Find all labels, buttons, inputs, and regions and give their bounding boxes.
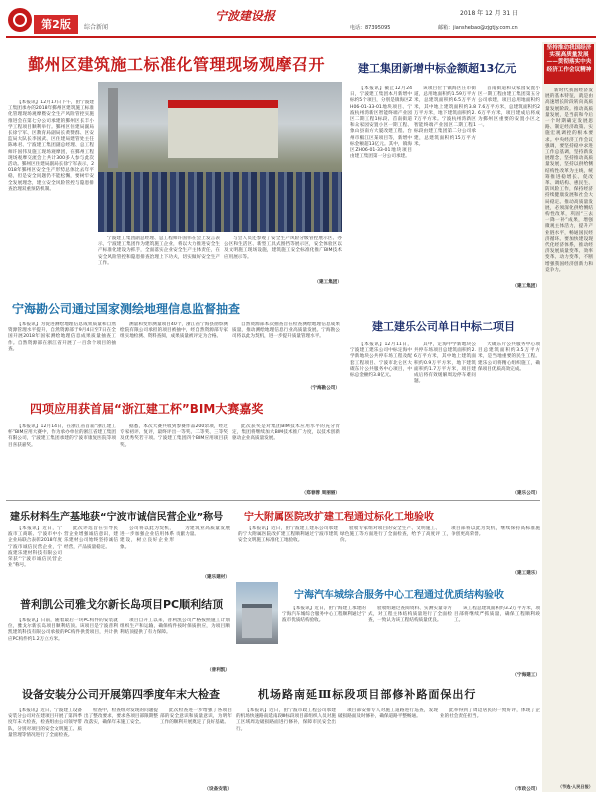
lead-body-col2: 宁波建工集团副总经理、总工程师许国伟在会上发言表示，宁波建工集团作为建筑施工企业，将以大力推进安全生产标准化建设为抓手，全面落实企业安全生产主体责任，在安全风险管控和隐患排查治理上下功夫，切实做好安全生产工作。 [98, 236, 220, 266]
equip-body-col1: 【本报讯】近日，宁波建工设备安装分公司对在建项目开展了第四季度年末大检查，检查组由公司领导带队，分别对项目的安全文明施工、质量管理等情况进行了全面检查。 [8, 708, 82, 738]
auto-byline: （宁海建工） [512, 673, 540, 678]
hospital-body-col2: 验收专家组对项目的安全生产、文明施工、绿色施工等方面进行了全面检查，给予了高度评价。 [340, 526, 440, 544]
geo-byline: （宁海勘公司） [307, 386, 340, 391]
geo-body-col3: 自然资源部本次抽查旨在检查测绘地理信息成果质量，推动测绘地理信息行业高质量发展。宁海勘公司将以此为契机，进一步提升质量管理水平。 [232, 322, 340, 340]
auto-body-col2: 验收组通过查阅资料、实测实量等方式，对工程主体结构质量进行了全面检查，一致认为该工程结构质量优良。 [368, 606, 452, 624]
airport-byline: （市政公司） [512, 787, 540, 792]
single-byline: （建乐公司） [512, 491, 540, 496]
tower-crane-shape [108, 88, 118, 168]
newspaper-logo-icon [8, 8, 32, 32]
equip-byline: （设备安装） [204, 787, 232, 792]
header-divider [6, 36, 596, 38]
material-headline: 建乐材料生产基地获“宁波市诚信民营企业”称号 [10, 512, 224, 523]
hospital-byline: （建工建乐） [512, 571, 540, 576]
email-address: 邮箱：jianshebao@zjgtjy.com.cn [438, 25, 518, 31]
ppp-byline: （普利凯） [207, 668, 230, 673]
lead-byline: （建工集团） [314, 280, 342, 285]
hospital-headline: 宁大附属医院改扩建工程通过标化工地验收 [244, 512, 434, 523]
sidebar-byline: （节选·人民日报） [557, 784, 593, 789]
auto-body-col1: 【本报讯】近日，由宁海建工承建的宁海汽车城综合服务中心工程顺利通过宁波市优质结构验收。 [282, 606, 366, 624]
single-body-col2: 其中，定海中学新地块公共停车场项目总建筑面积约2.6万平方米，其中地上建筑面积约0.9万平方米，地下建筑面积约1.7万平方米，项目建成后将有效缓解周边停车难问题。 [414, 342, 476, 385]
equip-headline: 设备安装分公司开展第四季度年末大检查 [22, 688, 220, 701]
bim-byline: （郑春蓉 周丽丽） [301, 491, 340, 496]
airport-body-col3: 此举得到了周边居民的一致好评，体现了企业的社会责任担当。 [440, 708, 540, 720]
geo-body-col1: 【本报讯】为促进测绘地理信息成果质量和自然资源管理水平提升，自然资源部于9月4日至7日在全国开展2018年国家测绘地理信息成果质量抽查工作。自然资源部在浙江省开展了一百余个项目的抽查。 [8, 322, 116, 352]
material-body-col1: 【本报讯】近日，宁波市工商联、宁波市中小企业局联合表彰2018年度宁波市诚信民营企业，宁波建乐建材科技有限公司荣获“宁波市诚信民营企业”称号。 [8, 526, 62, 569]
section-divider [6, 500, 540, 501]
ppp-body-col2: 项目自开工以来，普利凯公司严格按照施工计划组织生产和运输，确保构件按时保质供应，为项目顺利结顶提供了有力保障。 [120, 618, 230, 636]
sidebar-body: 新时代我国经济发展的基本特征，就是由高速增长阶段转向高质量发展阶段。推动高质量发展，是当前和今后一个时期确定发展思路、制定经济政策、实施宏观调控的根本要求。中央经济工作会议强调，要坚持稳中求进工作总基调，坚持新发展理念，坚持推动高质量发展，坚持以供给侧结构性改革为主线，统筹推进稳增长、促改革、调结构、惠民生、防风险工作，保持经济持续健康发展和社会大局稳定。推动高质量发展，必须深化供给侧结构性改革，巩固“三去一降一补”成果，增强微观主体活力，提升产业链水平，畅通国民经济循环。要加快建设现代化经济体系，推动经济发展质量变革、效率变革、动力变革，不断增强我国经济创新力和竞争力。 [545, 88, 593, 273]
bim-body-col1: 【本报讯】12月14日，在浙江省首届“浙江建工杯”BIM应用大赛中，作为承办单位的浙江省建工集团有限公司，宁波建工集团承建的宁波市康复医院等项目喜获嘉奖。 [8, 424, 116, 448]
ppp-body-col1: 【本报讯】日前，随着最后一块PC构件的安装就位，雅戈尔新长岛项目顺利结顶。该项目是宁波普利凯建筑科技有限公司承接的PC构件供货项目，共计供应PC构件约1.2万立方米。 [8, 618, 118, 642]
bim-headline: 四项应用获首届“浙江建工杯”BIM大赛嘉奖 [30, 402, 264, 416]
equip-body-col3: 此次检查进一步增强了各项目部的安全意识和质量意识，为明年工作的顺利开展奠定了良好基础。 [160, 708, 232, 726]
sidebar-headline: 坚持推动我国经济实现高质量发展——贯彻落实中央经济工作会议精神 [544, 44, 594, 84]
page-number-badge: 第2版 [34, 15, 78, 34]
auto-body-col3: 该工程总建筑面积约3.2万平方米，项目部将继续严抓质量，确保工程顺利竣工。 [454, 606, 540, 624]
auto-headline: 宁海汽车城综合服务中心工程通过优质结构验收 [294, 590, 504, 601]
hospital-body-col3: 项目部将以此为契机，继续保持高标准施工，争创更高荣誉。 [442, 526, 540, 538]
single-body-col1: 【本报讯】12月11日，宁波建工建乐公司中标定海中学新地块公共停车场工程及配套工程项目、宁波市北仑区大碶东片公共服务中心项目，中标总金额约3.8亿元。 [350, 342, 412, 379]
page-section-label: 综合新闻 [84, 24, 109, 31]
bim-body-col3: 此次获奖是对集团BIM技术应用水平的充分肯定，集团将继续加大BIM技术推广力度，以技术创新驱动企业高质量发展。 [232, 424, 340, 442]
tower-body-col3: 首南街道和众家园安置小区一期工程由建工集团第五分公司承建，项目总用地面积约7.6万平方米，总建筑面积约26万平方米，项目建成后将成为鄞州区重要的安置小区之一。 [478, 86, 540, 129]
material-body-col2: 此次评选旨在引导民营企业增强诚信意识，建乐建材公司始终坚持诚信经营，产品质量稳定。 [64, 526, 118, 550]
ppp-headline: 普利凯公司雅戈尔新长岛项目PC顺利结顶 [20, 598, 224, 611]
geo-body-col2: 测量和变形测量项目40个，浙江省宁海县勘察测绘院有限公司承担的项目被抽中，经自然资源部专家组实地检测、资料查阅，成果质量被评定为合格。 [120, 322, 228, 340]
equip-body-col2: 检查中，检查组对发现的问题提出了整改要求，要求各项目部限期整改落实，确保年末施工安全。 [84, 708, 158, 726]
airport-headline: 机场路南延Ⅲ标段项目部修补路面保出行 [258, 688, 477, 701]
tower-body-col1: 【本报讯】截止12月24日，宁波建工集团本月新增中标约5个项目，分别是镇海区ZH06-01-33-01地块项目、宁波杭州湾新区智能终端产业园区二期工程1标段、首南街道和众家园安置小区一期工程、象山县南方大厦改建工程、台州市椒江区某项目等，新增中标金额超13亿元。其中，镇海区ZH06-01-33-01地块项目由建工集团第一分公司承建。 [350, 86, 412, 160]
single-body-col3: 大碶东片公共服务中心项目总建筑面积约3.5万平方米，是当地重要的民生工程。建乐公司将精心组织施工，确保项目优质高效完成。 [478, 342, 540, 372]
tower-headline: 建工集团新增中标金额超13亿元 [358, 62, 517, 75]
stage-shape [168, 100, 278, 158]
airport-body-col1: 【本报讯】近日，由宁波市政工程公司承建的机场快速路南延南段Ⅲ标段项目部组织人员对施工区域周边破损路面进行修补，保障市民安全出行。 [236, 708, 336, 732]
lead-headline: 鄞州区建筑施工标准化管理现场观摩召开 [28, 55, 326, 74]
lead-photo [98, 82, 342, 232]
geo-headline: 宁海勘公司通过国家测绘地理信息监督抽查 [12, 302, 241, 316]
tower-body-col2: 该项目位于镇海区庄市街道，总用地面积约1.59万平方米，总建筑面积约6.5万平方米，其中地上建筑面积约3.8万平方米，地下建筑面积约2.7万平方米。宁波杭州湾新区智能终端产业园区二期工程1标段由建工集团第二分公司承建，总建筑面积约15万平方米。 [414, 86, 476, 147]
issue-date: 2018 年 12 月 31 日 [460, 10, 519, 17]
phone-number: 电话：87395095 [350, 25, 391, 31]
bim-body-col2: 据悉，本次大赛共收到参赛作品200余项，经过专家初评、复评，最终评出一等奖、二等奖、三等奖及优秀奖若干项。宁波建工集团四个BIM应用项目获奖。 [120, 424, 228, 448]
masthead-title: 宁波建设报 [215, 9, 276, 23]
lead-body-col3: 与会人员还参观了安全生产风险分级管控展示区、办公区和生活区、新型工具式围挡等展示区，安全体验区以及文明施工现场设施，建筑施工安全标准化推广BIM技术应用展示等。 [224, 236, 342, 260]
crowd-shape [98, 172, 342, 232]
tower-byline: （建工集团） [512, 284, 540, 289]
lead-body-col1: 【本报讯】12月17日下午，由宁波建工集团承办的2018年鄞州区建筑施工标准化管理现场观摩暨安全生产风险管控实施推进会在第七分公司承建的鄞州区长丰小学工程项目顺利举行。鄞州区住建局副局长徐宁军、区教育局副局长黄赞群、区安监局大队长李国武、区住建局建管处主任陈咏君、宁波建工集团副总经理、总工程师许国伟及施工现场观摩团，在鄞州工程现场观摩交流会上共计300多人参与此次活动。鄞州区住建局副局长徐宁军表示，2018年鄞州区安全生产形势总体比去年平稳，但是安全问题仍不能松懈，要树牢安全发展理念，建立安全风险管控与隐患排查治理双重预防机制。 [8, 100, 94, 192]
material-byline: （建乐建材） [202, 575, 230, 580]
auto-city-photo [236, 582, 278, 644]
material-body-col3: 公司将以此为契机，进一步加强企业信用体系建设，树立良好企业形象。 [120, 526, 174, 550]
airport-body-col2: 项目部安排专人对施工道路进行巡查，发现破损路面及时修补，确保道路平整畅通。 [338, 708, 438, 720]
hospital-body-col1: 【本报讯】近日，由宁波建工建乐公司承建的宁大附属医院改扩建工程顺利通过宁波市建筑安全文明施工标准化工地验收。 [238, 526, 338, 544]
material-body-col4: 为建筑业高质量发展贡献力量。 [176, 526, 230, 538]
single-headline: 建工建乐公司单日中标二项目 [372, 320, 515, 333]
